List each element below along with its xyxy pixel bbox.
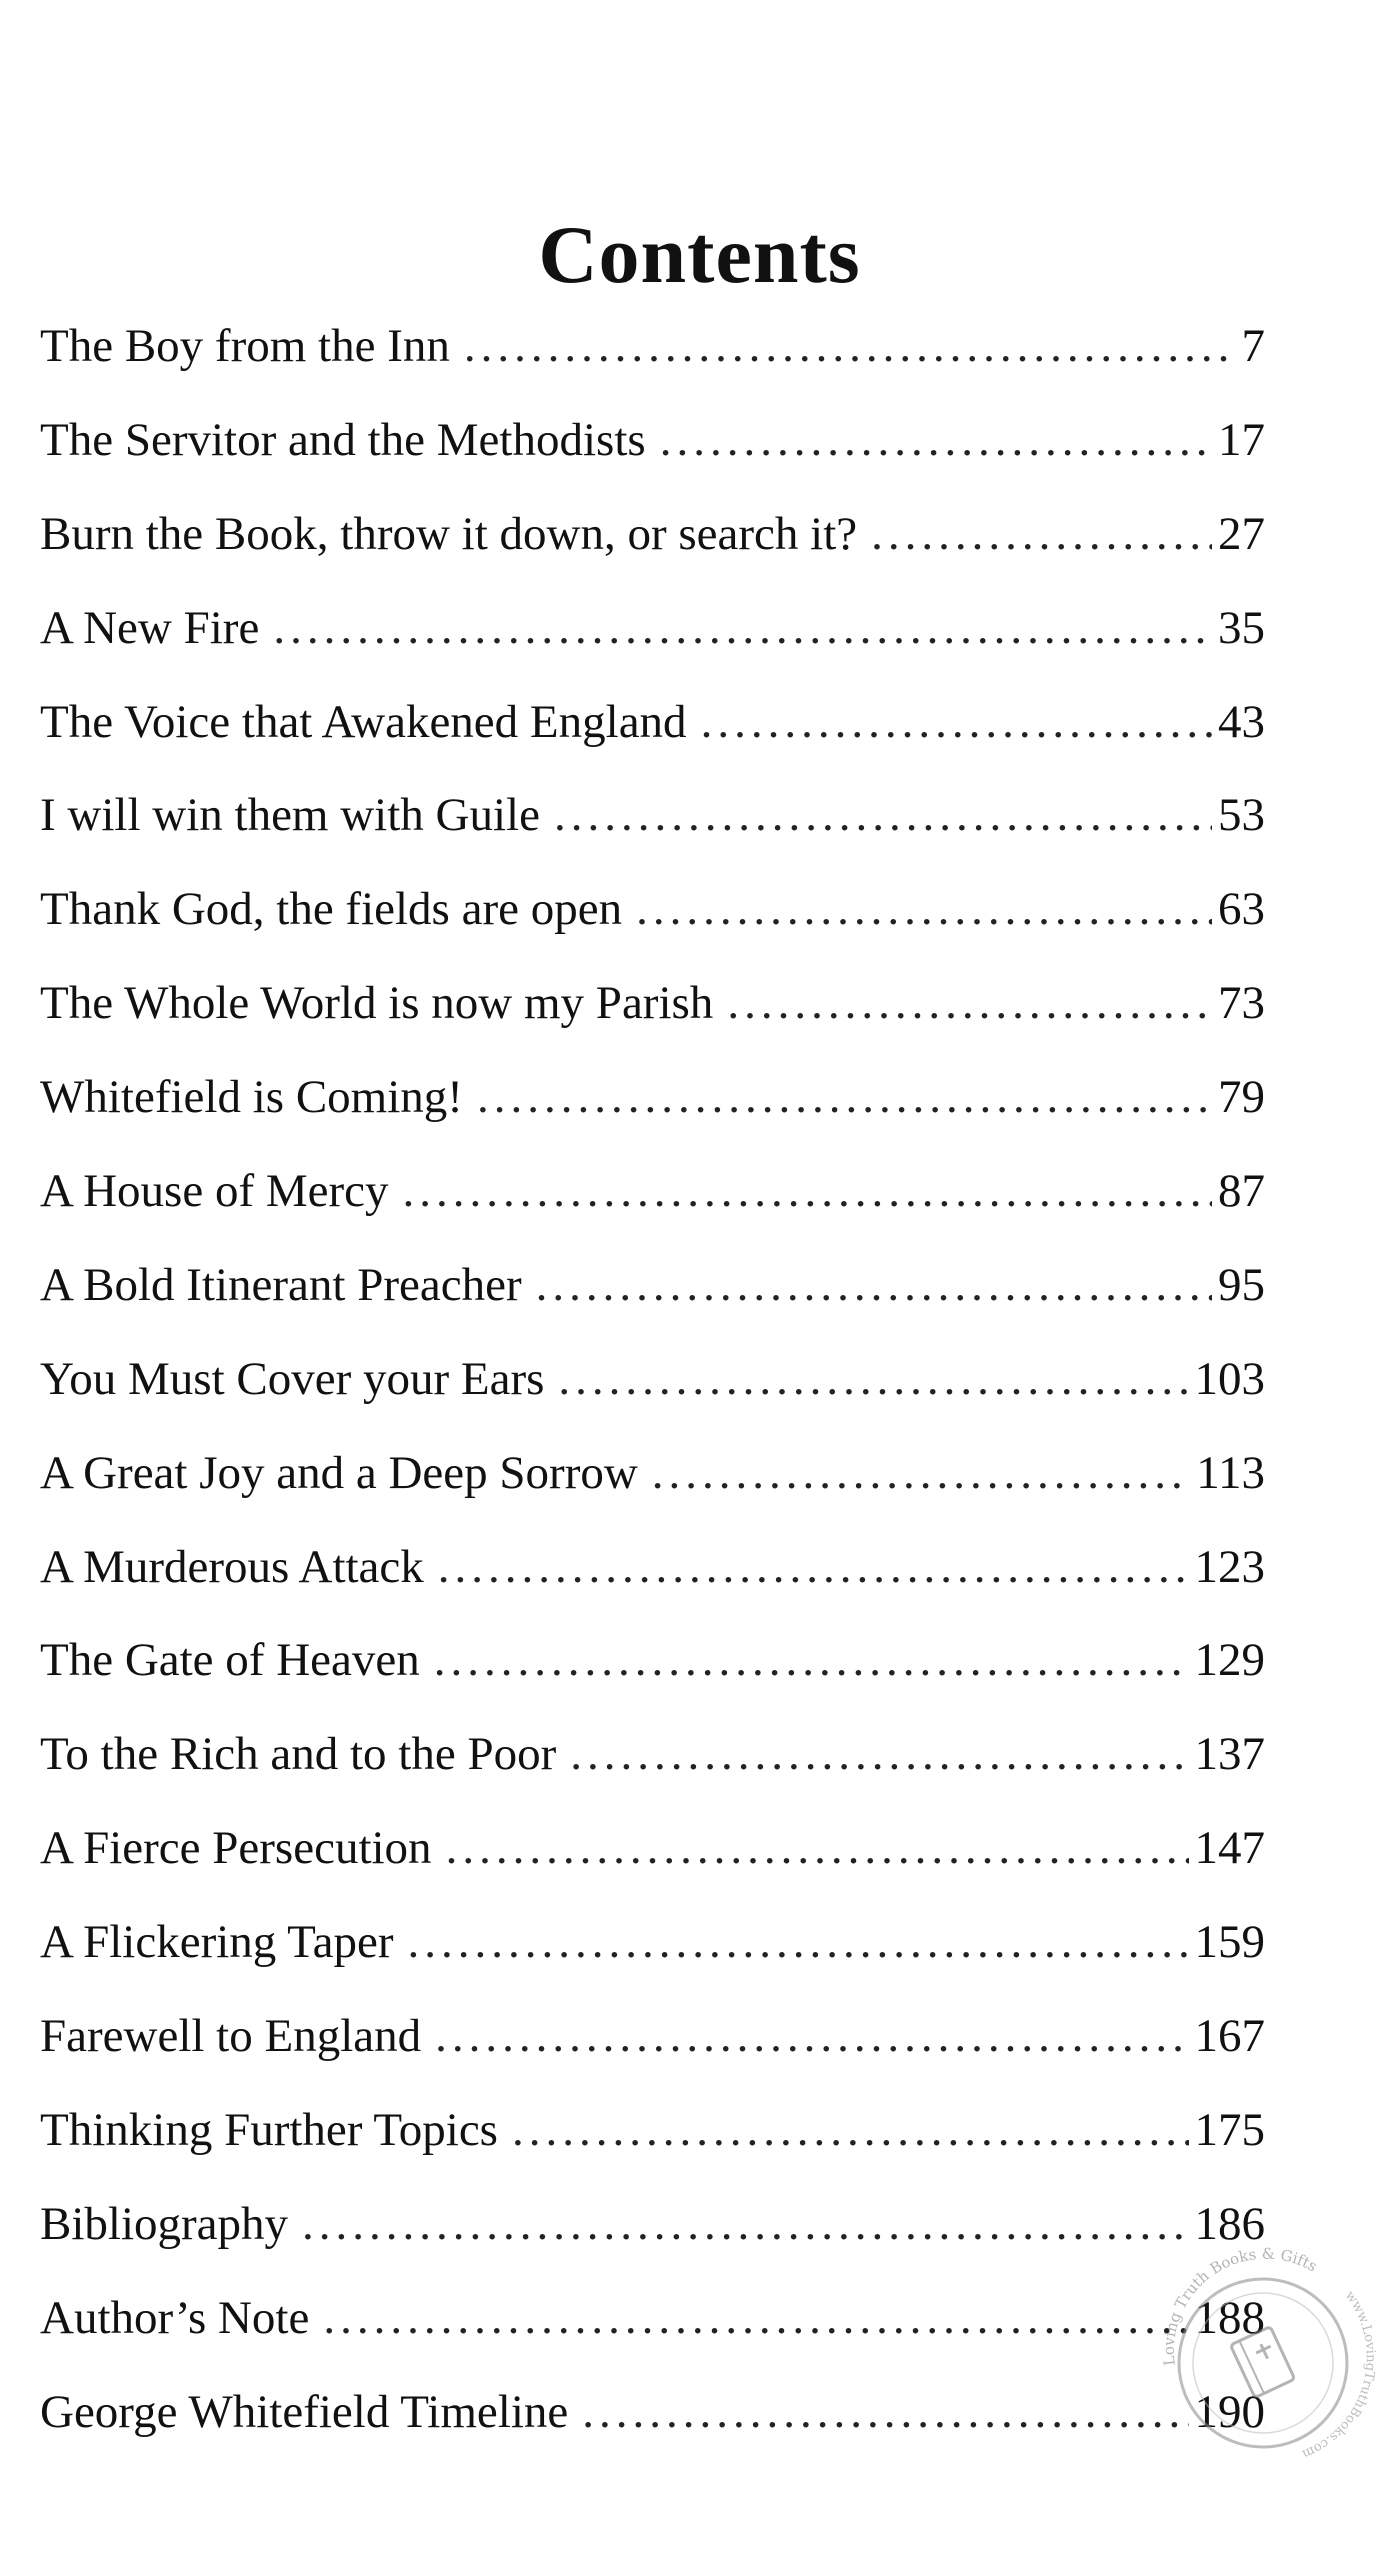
dot-leader [727, 957, 1212, 1051]
dot-leader [434, 1614, 1189, 1708]
toc-entry-page-number: 186 [1194, 2197, 1265, 2250]
toc-entry-title: A Murderous Attack [40, 1540, 424, 1593]
toc-entry-title: Thinking Further Topics [40, 2103, 498, 2156]
toc-entry-title: You Must Cover your Ears [40, 1352, 545, 1405]
dot-leader [701, 676, 1212, 770]
dot-leader [403, 1145, 1212, 1239]
toc-entry [40, 769, 1265, 863]
toc-entry-page-number: 43 [1218, 695, 1265, 748]
watermark-text-side: www.LovingTruthBooks.com [1299, 2288, 1378, 2462]
toc-entry [40, 1614, 1265, 1708]
toc-entry [40, 394, 1265, 488]
toc-entry [40, 1708, 1265, 1802]
toc-entry-page-number: 63 [1218, 883, 1265, 936]
toc-entry [40, 863, 1265, 957]
toc-entry [40, 1896, 1265, 1990]
dot-leader [512, 2084, 1189, 2178]
toc-entry-page-number: 159 [1194, 1916, 1265, 1969]
dot-leader [871, 488, 1212, 582]
toc-entry [40, 582, 1265, 676]
dot-leader [302, 2178, 1188, 2272]
toc-entry-title: The Gate of Heaven [40, 1634, 420, 1687]
toc-entry [40, 1145, 1265, 1239]
toc-entry-page-number: 103 [1194, 1352, 1265, 1405]
dot-leader [273, 582, 1212, 676]
toc-entry-page-number: 147 [1194, 1822, 1265, 1875]
dot-leader [636, 863, 1212, 957]
toc-entry-title: A Fierce Persecution [40, 1822, 432, 1875]
dot-leader [558, 1333, 1188, 1427]
toc-entry-page-number: 79 [1218, 1071, 1265, 1124]
toc-entry [40, 1802, 1265, 1896]
toc-entry-page-number: 7 [1241, 320, 1265, 372]
toc-entry-title: The Whole World is now my Parish [40, 977, 714, 1030]
toc-entry [40, 2178, 1265, 2272]
dot-leader [408, 1896, 1189, 1990]
toc-entry-title: A House of Mercy [40, 1165, 389, 1218]
dot-leader [323, 2272, 1188, 2366]
toc-entry [40, 1521, 1265, 1615]
toc-entry-page-number: 73 [1218, 977, 1265, 1030]
toc-entry-page-number: 190 [1194, 2385, 1265, 2438]
toc-entry-page-number: 167 [1194, 2010, 1265, 2063]
dot-leader [660, 394, 1212, 488]
toc-entry-title: Farewell to England [40, 2010, 422, 2063]
dot-leader [570, 1708, 1188, 1802]
toc-entry-page-number: 123 [1194, 1540, 1265, 1593]
toc-entry-title: The Voice that Awakened England [40, 695, 687, 748]
toc-entry-page-number: 113 [1196, 1446, 1265, 1499]
table-of-contents [40, 300, 1265, 2459]
toc-entry [40, 1427, 1265, 1521]
toc-entry-title: Thank God, the fields are open [40, 883, 623, 936]
toc-entry-page-number: 27 [1218, 507, 1265, 560]
dot-leader [536, 1239, 1212, 1333]
toc-entry-page-number: 175 [1194, 2103, 1265, 2156]
dot-leader [554, 769, 1212, 863]
toc-entry [40, 300, 1265, 394]
dot-leader [435, 1990, 1188, 2084]
toc-entry [40, 676, 1265, 770]
toc-entry [40, 1333, 1265, 1427]
toc-entry-title: A New Fire [40, 601, 260, 654]
dot-leader [582, 2366, 1188, 2460]
toc-entry-title: The Servitor and the Methodists [40, 413, 646, 466]
toc-entry [40, 2366, 1265, 2460]
toc-entry-title: Burn the Book, throw it down, or search it? [40, 507, 858, 560]
toc-entry-title: I will win them with Guile [40, 789, 540, 842]
toc-entry-title: George Whitefield Timeline [40, 2385, 569, 2438]
page-title: Contents [538, 208, 861, 300]
toc-entry-page-number: 35 [1218, 601, 1265, 654]
toc-entry [40, 488, 1265, 582]
toc-entry-page-number: 17 [1218, 413, 1265, 466]
book-icon [1230, 2327, 1294, 2398]
toc-entry-title: To the Rich and to the Poor [40, 1728, 557, 1781]
toc-entry-title: The Boy from the Inn [40, 320, 450, 372]
toc-entry-page-number: 95 [1218, 1258, 1265, 1311]
toc-entry-page-number: 129 [1194, 1634, 1265, 1687]
dot-leader [438, 1521, 1189, 1615]
watermark-text-top: Loving Truth Books & Gifts [1159, 2244, 1321, 2367]
svg-text:Loving Truth Books & Gifts [1160, 2245, 1320, 2367]
watermark-stamp [1145, 2235, 1385, 2475]
dot-leader [652, 1427, 1190, 1521]
toc-entry-title: A Great Joy and a Deep Sorrow [40, 1446, 638, 1499]
svg-text:www.LovingTruthBooks.com [1300, 2288, 1378, 2461]
dot-leader [446, 1802, 1189, 1896]
toc-entry-page-number: 137 [1194, 1728, 1265, 1781]
toc-entry-title: A Bold Itinerant Preacher [40, 1258, 522, 1311]
toc-entry [40, 2272, 1265, 2366]
toc-entry-page-number: 53 [1218, 789, 1265, 842]
toc-entry-title: Author’s Note [40, 2291, 310, 2344]
toc-entry-page-number: 188 [1194, 2291, 1265, 2344]
toc-entry [40, 1239, 1265, 1333]
dot-leader [464, 300, 1236, 394]
toc-entry [40, 1990, 1265, 2084]
toc-entry-title: A Flickering Taper [40, 1916, 394, 1969]
toc-entry-title: Bibliography [40, 2197, 289, 2250]
toc-entry [40, 957, 1265, 1051]
dot-leader [477, 1051, 1212, 1145]
toc-entry [40, 2084, 1265, 2178]
toc-entry [40, 1051, 1265, 1145]
toc-entry-title: Whitefield is Coming! [40, 1071, 463, 1124]
toc-entry-page-number: 87 [1218, 1165, 1265, 1218]
